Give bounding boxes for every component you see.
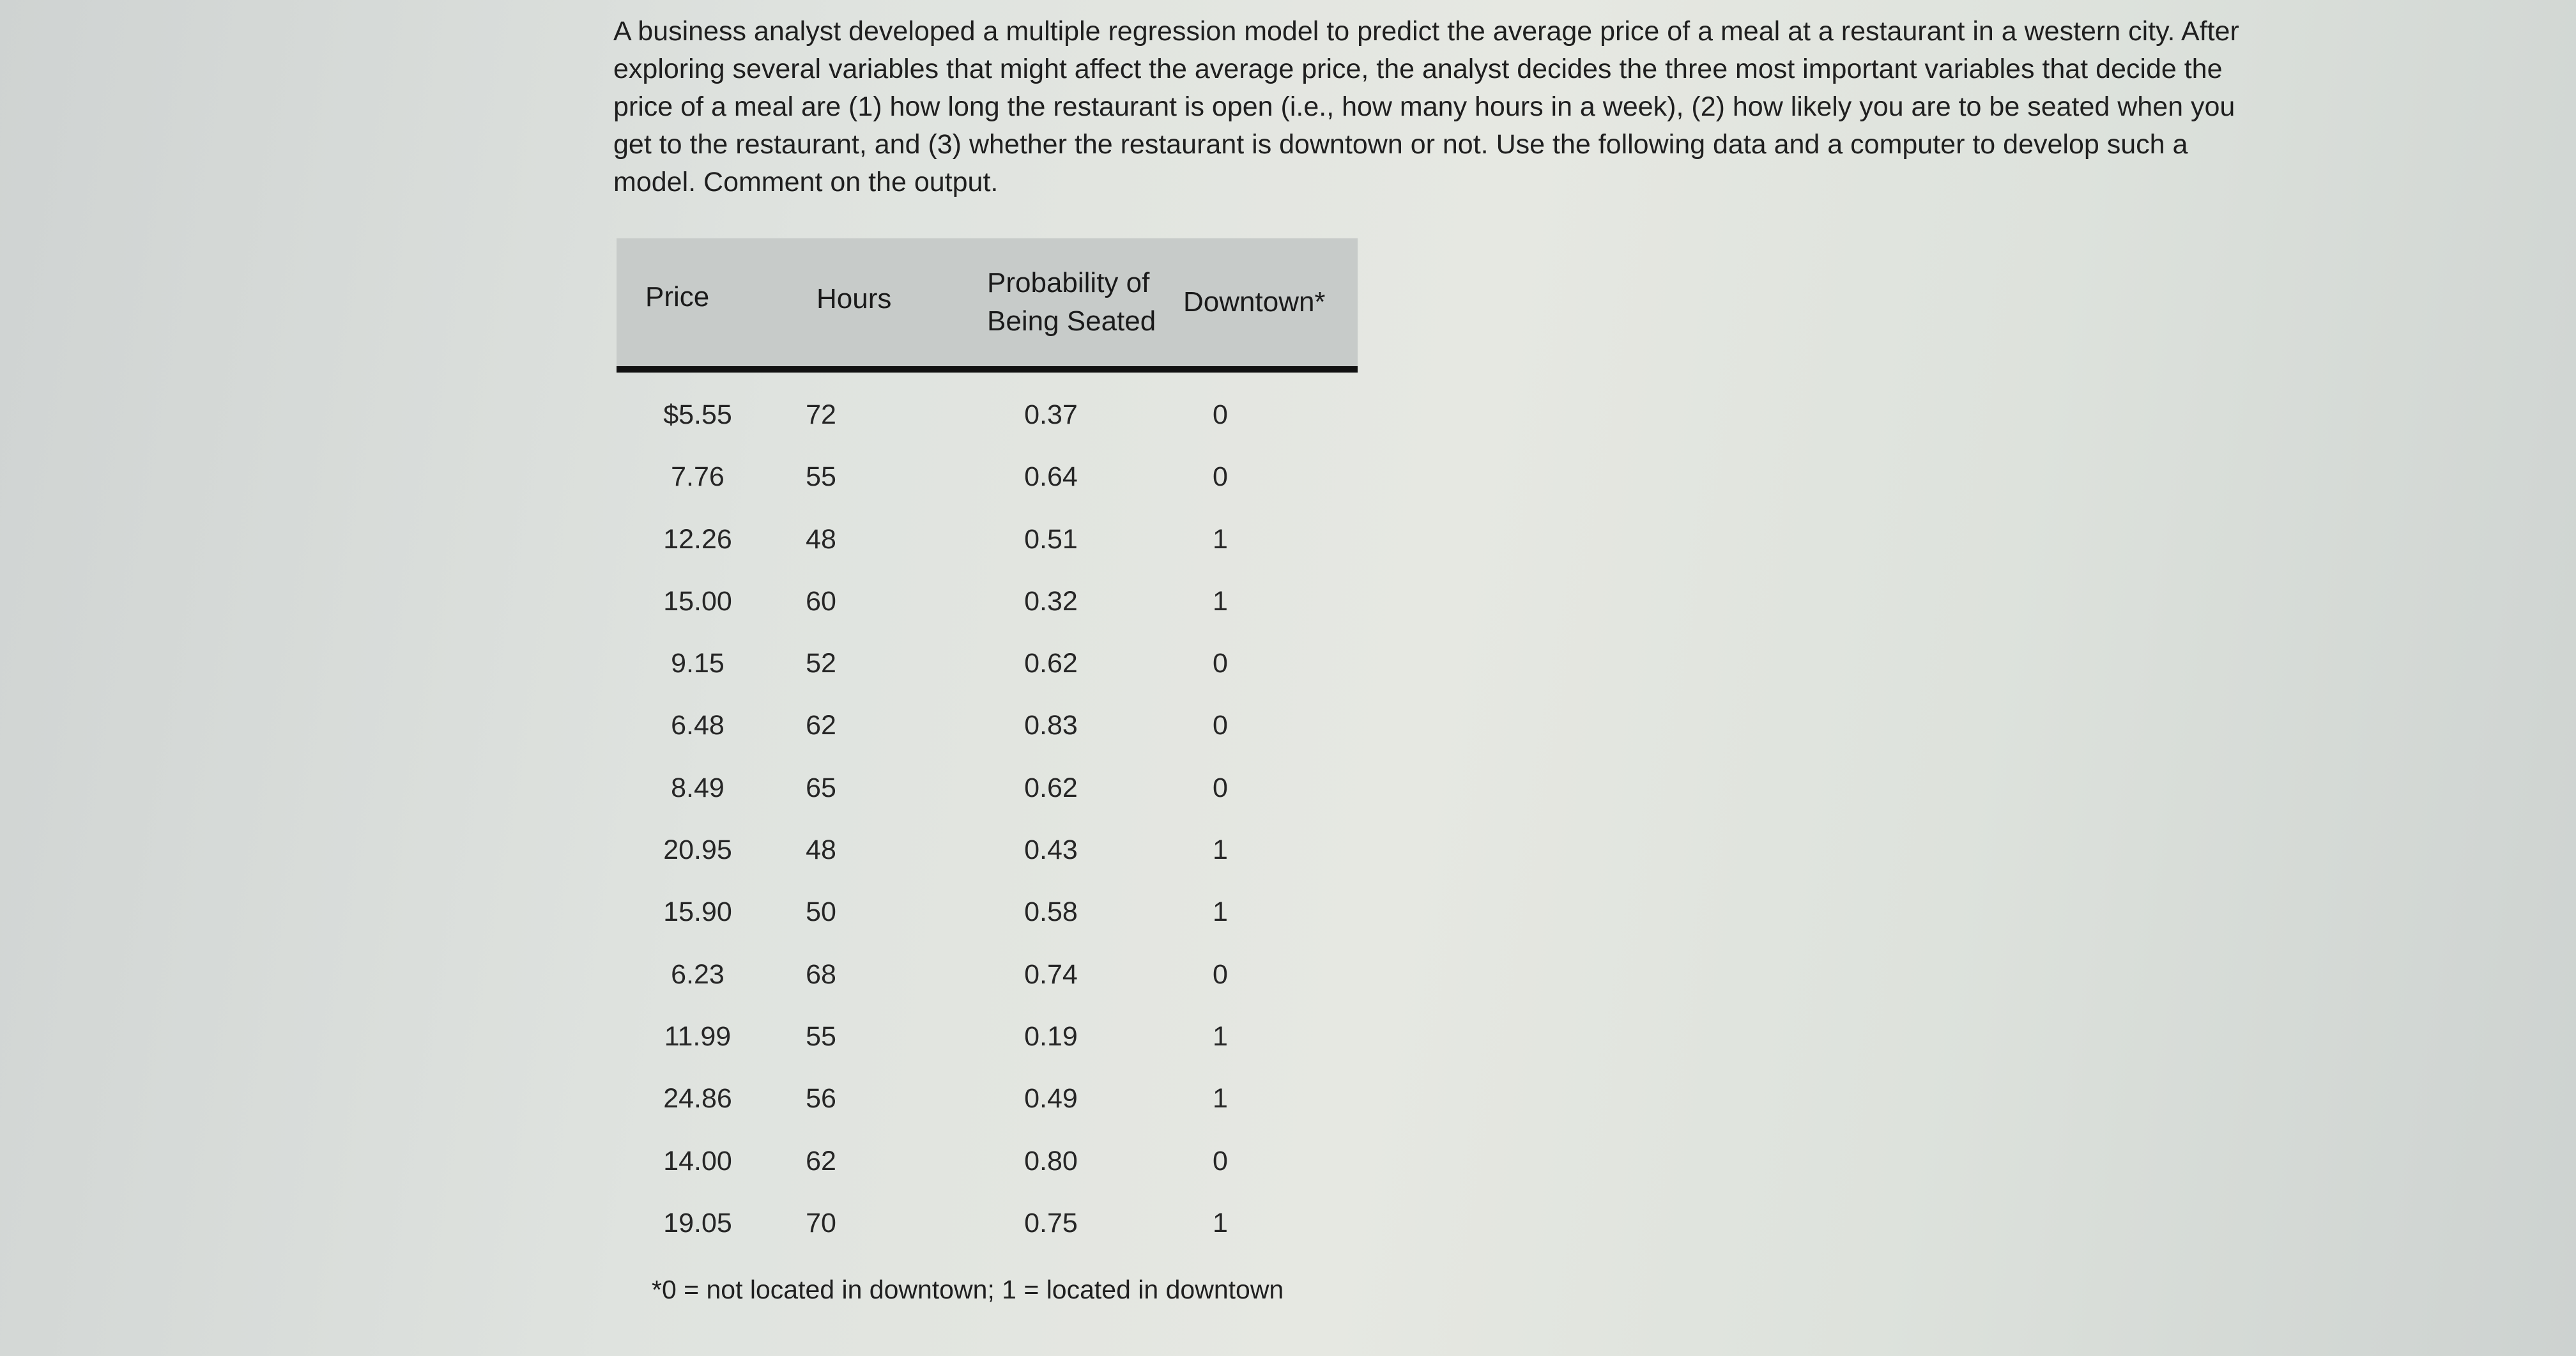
table-row	[617, 955, 1358, 1017]
cell-hours: 62	[806, 710, 836, 741]
cell-probability: 0.37	[1024, 399, 1078, 430]
table-body	[617, 396, 1358, 1266]
cell-downtown: 0	[1213, 461, 1228, 493]
cell-hours: 65	[806, 772, 836, 803]
table-row	[617, 396, 1358, 458]
cell-probability: 0.58	[1024, 897, 1078, 928]
cell-downtown: 0	[1213, 772, 1228, 803]
cell-hours: 56	[806, 1083, 836, 1114]
cell-price: 19.05	[663, 1207, 732, 1238]
problem-statement: A business analyst developed a multiple regression model to predict the average price of a meal at a restaurant in a western city. After exploring several variables that might affect the average price, the analyst decides the three most important variables that decide the price of a meal are (1) how long the restaurant is open (i.e., how many hours in a week), (2) how likely you are to be seated when you get to the restaurant, and (3) whether the restaurant is downtown or not. Use the following data and a computer to develop such a model. Comment on the output.	[613, 16, 2239, 197]
table-row	[617, 1017, 1358, 1079]
table-footnote: *0 = not located in downtown; 1 = located in downtown	[652, 1275, 1284, 1304]
cell-price: 15.00	[663, 585, 732, 617]
cell-price: 11.99	[664, 1021, 732, 1052]
header-probability-line1: Probability of	[987, 267, 1150, 298]
cell-downtown: 1	[1213, 1207, 1228, 1238]
table-row	[617, 520, 1358, 582]
cell-hours: 52	[806, 648, 836, 679]
cell-price: 20.95	[663, 835, 732, 866]
cell-probability: 0.43	[1024, 835, 1078, 866]
cell-hours: 68	[806, 959, 836, 990]
cell-probability: 0.75	[1024, 1207, 1078, 1238]
cell-downtown: 1	[1213, 585, 1228, 617]
cell-hours: 72	[806, 399, 836, 430]
cell-downtown: 1	[1213, 1021, 1228, 1052]
table-row	[617, 1204, 1358, 1266]
cell-downtown: 0	[1213, 710, 1228, 741]
cell-hours: 48	[806, 523, 836, 555]
cell-hours: 60	[806, 585, 836, 617]
cell-downtown: 0	[1213, 1145, 1228, 1176]
cell-downtown: 1	[1213, 1083, 1228, 1114]
table-row	[617, 831, 1358, 893]
cell-price: 8.49	[671, 772, 724, 803]
cell-downtown: 1	[1213, 523, 1228, 555]
cell-downtown: 0	[1213, 959, 1228, 990]
table-row	[617, 644, 1358, 706]
table-header	[617, 238, 1358, 373]
cell-price: 15.90	[663, 897, 732, 928]
table-row	[617, 582, 1358, 644]
cell-hours: 48	[806, 835, 836, 866]
cell-downtown: 1	[1213, 835, 1228, 866]
header-probability-line2: Being Seated	[987, 305, 1156, 337]
table-row	[617, 893, 1358, 955]
cell-price: 9.15	[671, 648, 724, 679]
table-row	[617, 1079, 1358, 1141]
cell-probability: 0.83	[1024, 710, 1078, 741]
data-table	[617, 238, 1358, 1266]
cell-price: $5.55	[663, 399, 732, 430]
cell-probability: 0.51	[1024, 523, 1078, 555]
cell-price: 6.48	[671, 710, 724, 741]
table-row	[617, 458, 1358, 520]
cell-hours: 55	[806, 461, 836, 493]
table-row	[617, 1142, 1358, 1204]
table-row	[617, 706, 1358, 768]
cell-probability: 0.49	[1024, 1083, 1078, 1114]
header-probability	[987, 264, 1156, 341]
cell-price: 14.00	[663, 1145, 732, 1176]
cell-price: 24.86	[663, 1083, 732, 1114]
cell-hours: 70	[806, 1207, 836, 1238]
header-downtown: Downtown*	[1183, 286, 1326, 318]
header-hours: Hours	[816, 283, 892, 314]
table-row	[617, 769, 1358, 831]
cell-probability: 0.32	[1024, 585, 1078, 617]
cell-probability: 0.74	[1024, 959, 1078, 990]
cell-price: 12.26	[663, 523, 732, 555]
cell-probability: 0.62	[1024, 772, 1078, 803]
cell-hours: 62	[806, 1145, 836, 1176]
cell-probability: 0.62	[1024, 648, 1078, 679]
cell-price: 7.76	[671, 461, 724, 493]
cell-downtown: 0	[1213, 648, 1228, 679]
cell-downtown: 1	[1213, 897, 1228, 928]
cell-hours: 55	[806, 1021, 836, 1052]
cell-probability: 0.64	[1024, 461, 1078, 493]
cell-price: 6.23	[671, 959, 724, 990]
cell-probability: 0.80	[1024, 1145, 1078, 1176]
cell-downtown: 0	[1213, 399, 1228, 430]
header-price: Price	[645, 281, 710, 312]
cell-probability: 0.19	[1024, 1021, 1078, 1052]
cell-hours: 50	[806, 897, 836, 928]
